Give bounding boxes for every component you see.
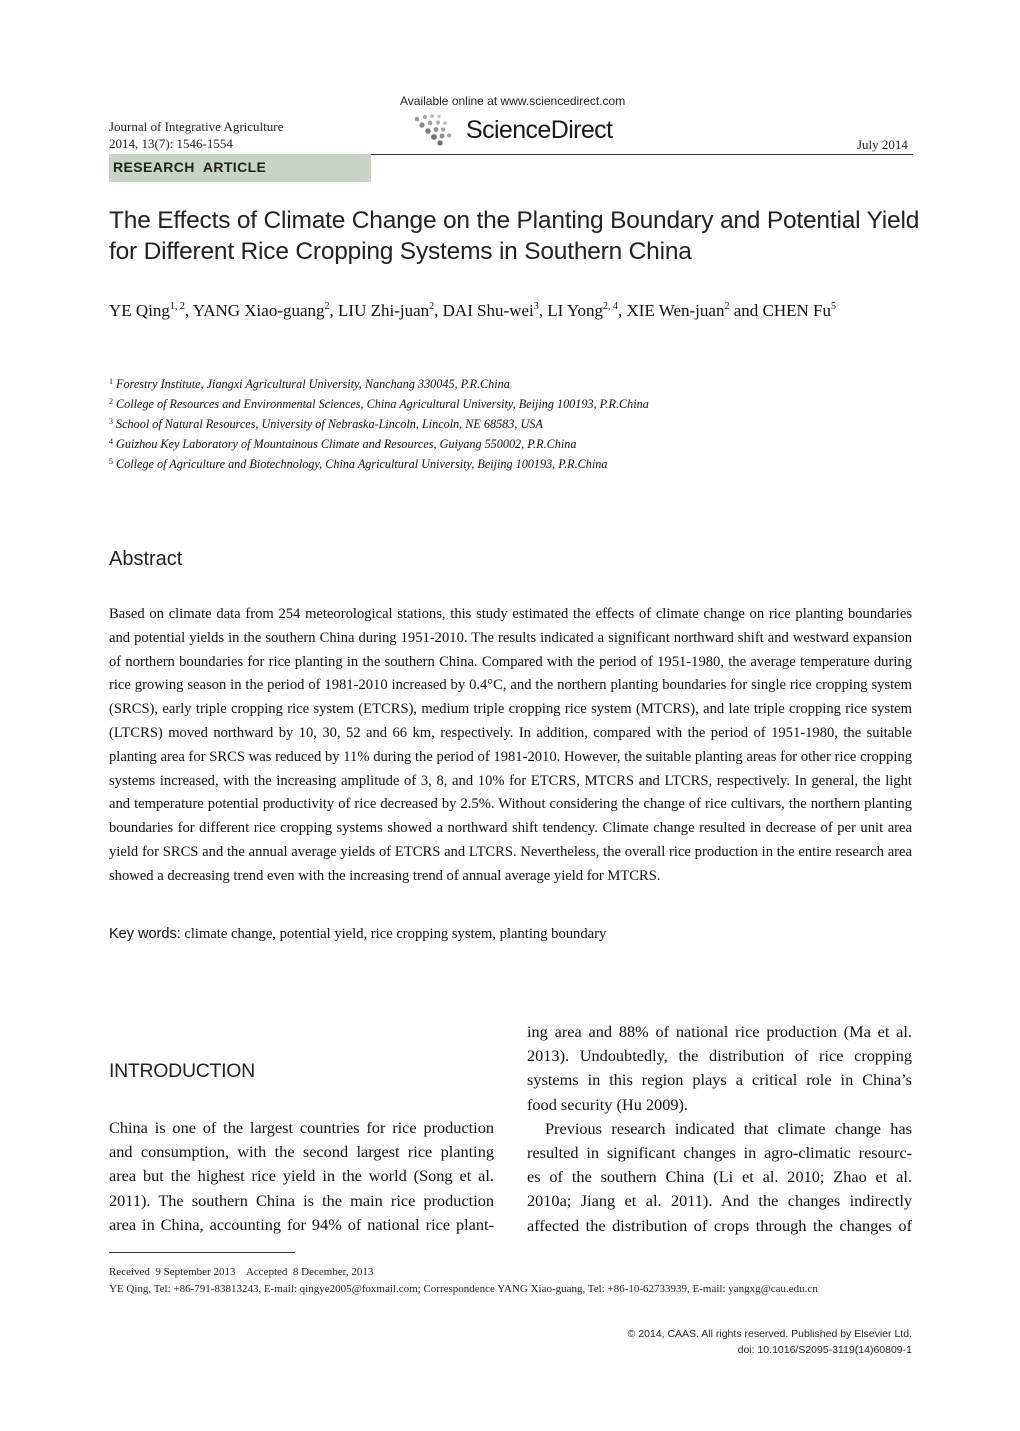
journal-issue: 2014, 13(7): 1546-1554	[109, 136, 233, 151]
sciencedirect-logo	[412, 110, 624, 150]
copyright-notice: © 2014, CAAS. All rights reserved. Published by Elsevier Ltd.	[627, 1328, 912, 1340]
author: XIE Wen-juan$^2$	[626, 301, 730, 320]
text-line: 2013). Undoubtedly, the distribution of rice cropping	[527, 1046, 912, 1066]
affiliation: $^2$ College of Resources and Environmental Sciences, China Agricultural University, Beijing 100193, P.R.China	[109, 397, 649, 411]
text-line: and consumption, with the second largest rice planting	[109, 1142, 494, 1162]
abstract-heading: Abstract	[109, 548, 183, 570]
intro-left-column	[109, 1116, 494, 1237]
text-line: area in China, accounting for 94% of national rice plant-	[109, 1214, 494, 1234]
affiliation: $^1$ Forestry Institute, Jiangxi Agricultural University, Nanchang 330045, P.R.China	[109, 377, 510, 391]
keywords-text: climate change, potential yield, rice cropping system, planting boundary	[184, 926, 607, 942]
sciencedirect-dots-icon	[412, 110, 466, 150]
introduction-heading: INTRODUCTION	[109, 1060, 255, 1082]
article-type-label: RESEARCH ARTICLE	[113, 159, 267, 175]
doi-text: doi: 10.1016/S2095-3119(14)60809-1	[737, 1344, 912, 1356]
text-line: ing area and 88% of national rice production (Ma et al.	[527, 1022, 912, 1041]
text-line: China is one of the largest countries for rice production	[109, 1118, 494, 1137]
sciencedirect-wordmark: ScienceDirect	[466, 116, 613, 144]
footnote-rule	[109, 1252, 295, 1253]
issue-date: July 2014	[857, 137, 908, 152]
author: LI Yong$^{2, 4}$	[547, 301, 619, 320]
text-line: area but the highest rice yield in the world (Song et al.	[109, 1166, 494, 1186]
journal-name: Journal of Integrative Agriculture	[109, 119, 284, 134]
abstract-body: Based on climate data from 254 meteorological stations, this study estimated the effects of climate change on rice planting boundaries and potential yields in the southern China during 1951-2010. The results indicated a significant northward shift and westward expansion of northern boundaries for rice planting in the southern China. Compared with the period of 1951-1980, the average temperature during rice growing season in the period of 1981-2010 increased by 0.4°C, and the northern planting boundaries for single rice cropping system (SRCS), early triple cropping rice system (ETCRS), medium triple cropping rice system (MTCRS), and late triple cropping rice system (LTCRS) moved northward by 10, 30, 52 and 66 km, respectively. In addition, compared with the period of 1951-1980, the suitable planting area for SRCS was reduced by 11% during the period of 1981-2010. However, the suitable planting areas for other rice cropping systems increased, with the increasing amplitude of 3, 8, and 10% for ETCRS, MTCRS and LTCRS, respectively. In general, the light and temperature potential productivity of rice decreased by 2.5%. Without considering the change of rice cultivars, the northern planting boundaries for different rice cropping systems showed a northward shift tendency. Climate change resulted in decrease of per unit area yield for SRCS and the annual average yields of ETCRS and LTCRS. Nevertheless, the overall rice production in the entire research area showed a decreasing trend even with the increasing trend of annual average yield for MTCRS.	[109, 606, 912, 884]
header-rule	[371, 154, 913, 155]
author: YANG Xiao-guang$^2$	[192, 301, 330, 320]
text-line: food security (Hu 2009).	[527, 1094, 688, 1114]
author: DAI Shu-wei$^3$	[442, 301, 539, 320]
article-title: The Effects of Climate Change on the Planting Boundary and Potential Yield for Different Rice Cropping Systems in Southern China	[109, 207, 920, 265]
intro-right-column	[527, 1020, 912, 1238]
affiliation-list	[109, 374, 929, 474]
text-line: es of the southern China (Li et al. 2010; Zhao et al.	[527, 1167, 912, 1187]
text-line: affected the distribution of crops through the changes of	[527, 1215, 912, 1235]
text-line: resulted in significant changes in agro-climatic resourc-	[527, 1143, 912, 1163]
text-line: 2010a; Jiang et al. 2011). And the changes indirectly	[527, 1191, 912, 1211]
author: CHEN Fu$^5$	[762, 301, 836, 320]
available-online-text: Available online at www.sciencedirect.com	[400, 94, 626, 108]
keywords	[109, 924, 606, 944]
journal-citation	[109, 118, 283, 152]
article-type-badge	[109, 154, 371, 182]
affiliation: $^4$ Guizhou Key Laboratory of Mountainous Climate and Resources, Guiyang 550002, P.R.China	[109, 437, 577, 451]
text-line: Previous research indicated that climate change has	[545, 1118, 912, 1138]
author: YE Qing$^{1, 2}$	[109, 301, 185, 320]
affiliation: $^3$ School of Natural Resources, University of Nebraska-Lincoln, Lincoln, NE 68583, USA	[109, 417, 543, 431]
text-line: 2011). The southern China is the main rice production	[109, 1190, 494, 1210]
correspondence-info: YE Qing, Tel: +86-791-83813243, E-mail: qingye2005@foxmail.com; Correspondence YANG Xiao-guang, Tel: +86-10-62733939, E-mail: yangxg@cau.edu.cn	[109, 1283, 818, 1295]
text-line: systems in this region plays a critical role in China’s	[527, 1070, 912, 1090]
affiliation: $^5$ College of Agriculture and Biotechnology, China Agricultural University, Beijing 100193, P.R.China	[109, 457, 608, 471]
author-list: YE Qing$^{1, 2}$, YANG Xiao-guang$^2$, LIU Zhi-juan$^2$, DAI Shu-wei$^3$, LI Yong$^{2, 4}$, XIE Wen-juan$^2$ and CHEN Fu$^5$	[109, 301, 836, 320]
author: LIU Zhi-juan$^2$	[338, 301, 435, 320]
authors-conjunction: and	[733, 301, 759, 320]
received-dates: Received 9 September 2013 Accepted 8 December, 2013	[109, 1266, 374, 1278]
keywords-label: Key words:	[109, 926, 181, 942]
